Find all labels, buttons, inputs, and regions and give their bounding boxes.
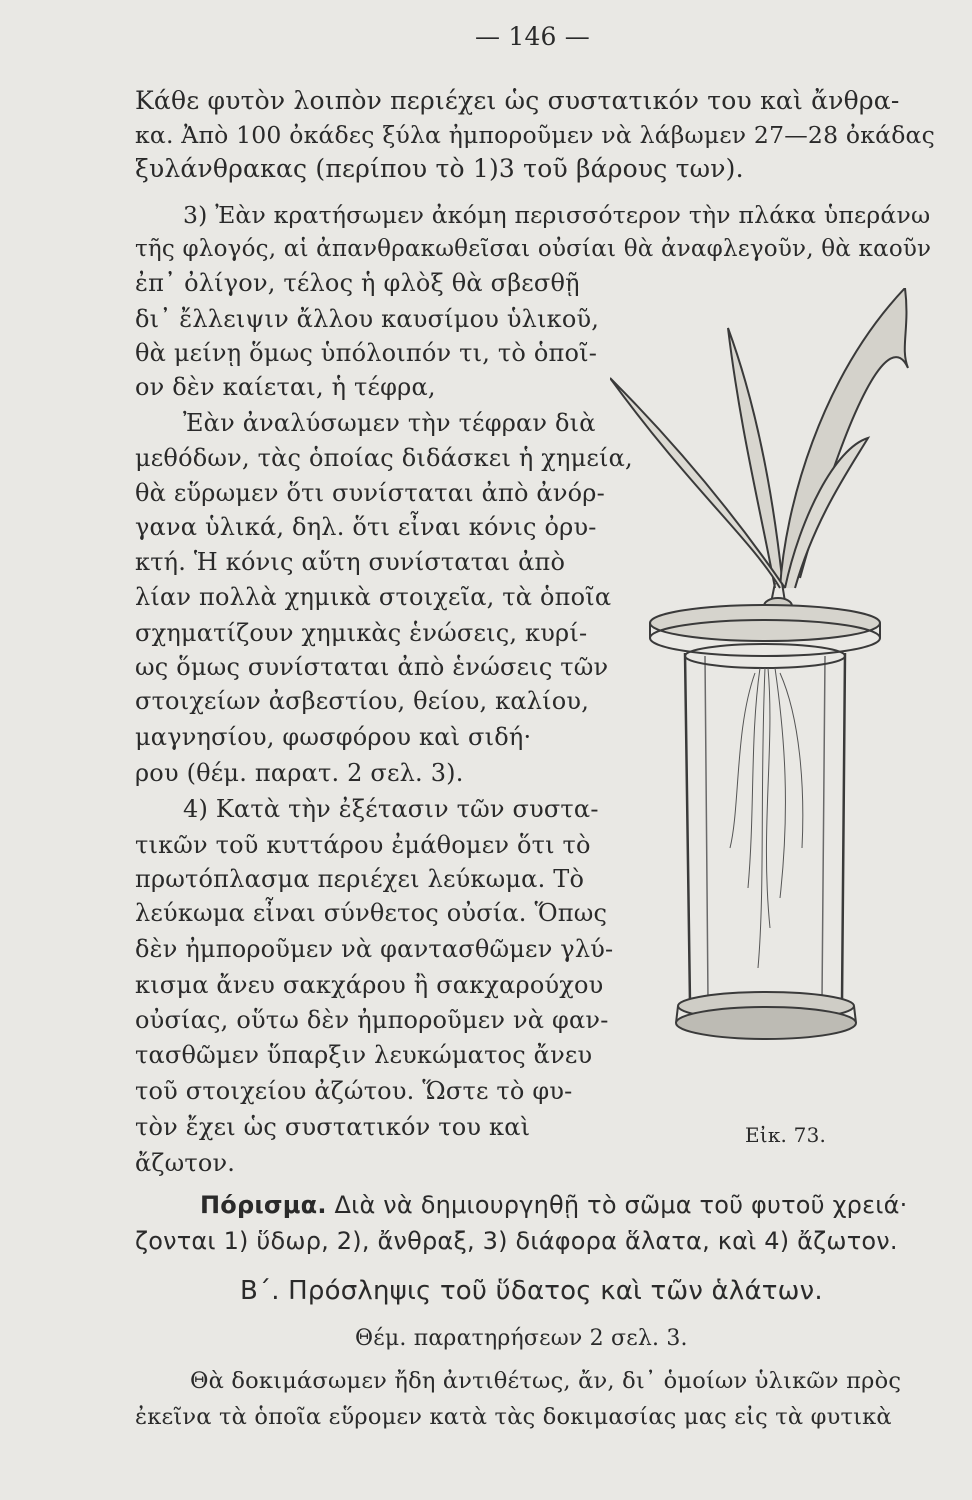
text-line: ἄζωτον. — [135, 1149, 236, 1177]
figure-caption: Εἰκ. 73. — [745, 1123, 827, 1147]
text-line: ον δὲν καίεται, ἡ τέφρα, — [135, 373, 436, 401]
text-line: Ἐὰν ἀναλύσωμεν τὴν τέφραν διὰ — [183, 409, 596, 437]
text-line: τικῶν τοῦ κυττάρου ἐμάθομεν ὅτι τὸ — [135, 831, 591, 859]
text-line: Θὰ δοκιμάσωμεν ἤδη ἀντιθέτως, ἄν, δι᾽ ὁμοίων ὑλικῶν πρὸς — [190, 1368, 902, 1394]
corollary-text: Διὰ νὰ δημιουργηθῇ τὸ σῶμα τοῦ φυτοῦ χρειά· — [326, 1191, 908, 1219]
text-line: δι᾽ ἔλλειψιν ἄλλου καυσίμου ὑλικοῦ, — [135, 305, 600, 333]
text-line: λίαν πολλὰ χημικὰ στοιχεῖα, τὰ ὁποῖα — [135, 583, 612, 611]
corollary-label: Πόρισμα. — [200, 1191, 327, 1219]
page-number: — 146 — — [475, 22, 591, 51]
text-line: 4) Κατὰ τὴν ἐξέτασιν τῶν συστα- — [183, 795, 599, 823]
text-line: γανα ὑλικά, δηλ. ὅτι εἶναι κόνις ὀρυ- — [135, 513, 597, 541]
text-line: κα. Ἀπὸ 100 ὀκάδες ξύλα ἠμποροῦμεν νὰ λάβωμεν 27—28 ὀκάδας — [135, 121, 935, 149]
text-line: λεύκωμα εἶναι σύνθετος οὐσία. Ὅπως — [135, 899, 608, 927]
text-line: σχηματίζουν χημικὰς ἑνώσεις, κυρί- — [135, 619, 588, 647]
plant-in-jar-illustration — [610, 288, 940, 1098]
text-line: ἐκεῖνα τὰ ὁποῖα εὕρομεν κατὰ τὰς δοκιμασίας μας εἰς τὰ φυτικὰ — [135, 1404, 892, 1430]
text-line: ρου (θέμ. παρατ. 2 σελ. 3). — [135, 759, 464, 787]
text-line: στοιχείων ἀσβεστίου, θείου, καλίου, — [135, 687, 590, 715]
text-line: κισμα ἄνευ σακχάρου ἢ σακχαρούχου — [135, 971, 604, 999]
section-title: Β΄. Πρόσληψις τοῦ ὕδατος καὶ τῶν ἁλάτων. — [240, 1276, 823, 1306]
text-line: τασθῶμεν ὕπαρξιν λευκώματος ἄνευ — [135, 1041, 593, 1069]
text-line: μαγνησίου, φωσφόρου καὶ σιδή· — [135, 723, 532, 751]
text-line: δὲν ἠμποροῦμεν νὰ φαντασθῶμεν γλύ- — [135, 935, 614, 963]
section-reference: Θέμ. παρατηρήσεων 2 σελ. 3. — [355, 1326, 688, 1351]
corollary-line-2: ζονται 1) ὕδωρ, 2), ἄνθραξ, 3) διάφορα ἅλατα, καὶ 4) ἄζωτον. — [135, 1227, 898, 1255]
text-line: τοῦ στοιχείου ἀζώτου. Ὥστε τὸ φυ- — [135, 1077, 573, 1105]
corollary-line — [200, 1190, 907, 1220]
text-line: οὐσίας, οὕτω δὲν ἠμποροῦμεν νὰ φαν- — [135, 1006, 609, 1034]
text-line: τὸν ἔχει ὡς συστατικόν του καὶ — [135, 1113, 531, 1141]
text-line: Κάθε φυτὸν λοιπὸν περιέχει ὡς συστατικόν του καὶ ἄνθρα- — [135, 86, 900, 115]
text-line: μεθόδων, τὰς ὁποίας διδάσκει ἡ χημεία, — [135, 444, 633, 472]
text-line: ως ὅμως συνίσταται ἀπὸ ἑνώσεις τῶν — [135, 653, 609, 681]
text-line: ξυλάνθρακας (περίπου τὸ 1)3 τοῦ βάρους των). — [135, 154, 744, 183]
text-line: 3) Ἐὰν κρατήσωμεν ἀκόμη περισσότερον τὴν πλάκα ὑπεράνω — [183, 201, 931, 229]
text-line: κτή. Ἡ κόνις αὕτη συνίσταται ἀπὸ — [135, 548, 566, 576]
text-line: τῆς φλογός, αἱ ἀπανθρακωθεῖσαι οὐσίαι θὰ ἀναφλεγοῦν, θὰ καοῦν — [135, 236, 932, 262]
text-line: θὰ εὕρωμεν ὅτι συνίσταται ἀπὸ ἀνόρ- — [135, 479, 605, 507]
text-line: θὰ μείνῃ ὅμως ὑπόλοιπόν τι, τὸ ὁποῖ- — [135, 339, 598, 367]
text-line: ἐπ᾽ ὀλίγον, τέλος ἡ φλὸξ θὰ σβεσθῇ — [135, 269, 580, 297]
text-line: πρωτόπλασμα περιέχει λεύκωμα. Τὸ — [135, 865, 585, 893]
